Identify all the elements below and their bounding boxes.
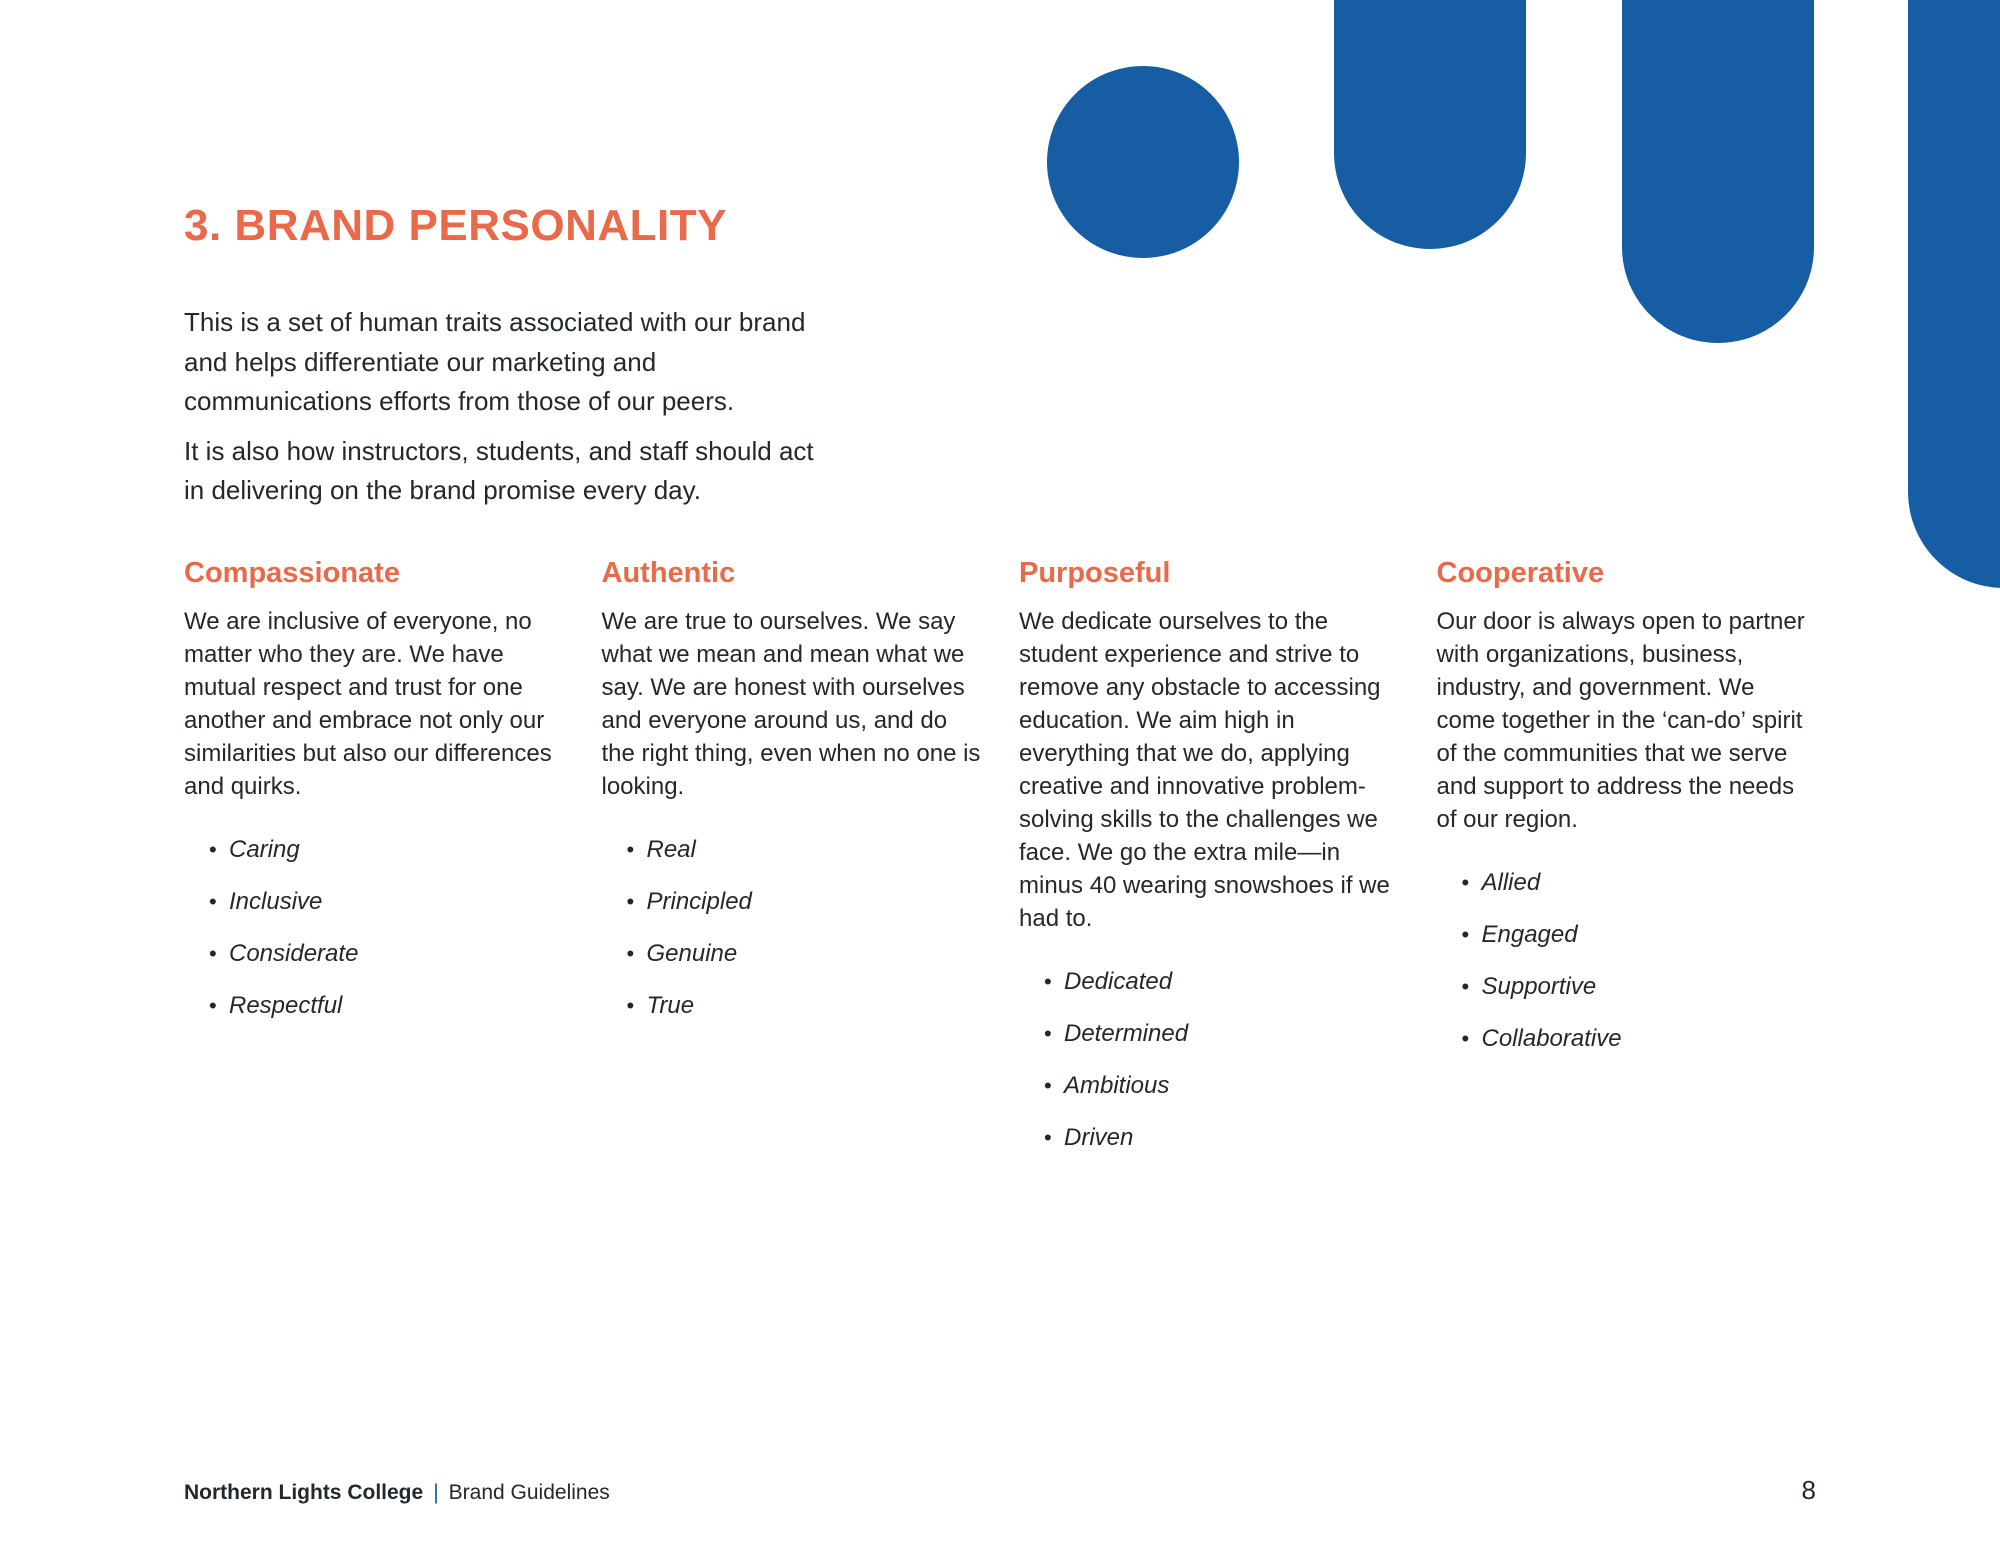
trait-label: Real — [646, 835, 696, 863]
trait-item — [1462, 1022, 1817, 1055]
bullet-dot: • — [626, 940, 635, 966]
page-number: 8 — [1801, 1475, 1816, 1505]
column-body: Our door is always open to partner with organizations, business, industry, and government. We come together in the ‘can-do’ spirit of the communities that we serve and support to address the needs of our region. — [1436, 607, 1805, 833]
bullet-dot: • — [1461, 921, 1470, 947]
trait-label: Considerate — [229, 939, 359, 967]
bullet-dot: • — [626, 992, 635, 1018]
trait-label: Collaborative — [1481, 1024, 1622, 1052]
trait-column-authentic — [602, 555, 982, 1173]
column-body: We are inclusive of everyone, no matter who they are. We have mutual respect and trust for one another and embrace not only our similarities but also our differences and quirks. — [184, 607, 552, 800]
trait-item — [209, 937, 564, 970]
trait-item — [1044, 1017, 1399, 1050]
trait-label: Principled — [646, 887, 752, 915]
trait-label: Respectful — [229, 991, 343, 1019]
bullet-dot: • — [209, 836, 217, 862]
trait-column-purposeful — [1019, 555, 1399, 1173]
bullet-dot: • — [1461, 973, 1470, 999]
footer — [184, 1475, 1816, 1506]
trait-list — [1437, 866, 1817, 1055]
trait-label: Determined — [1064, 1019, 1189, 1047]
bullet-dot: • — [209, 992, 217, 1018]
trait-item — [627, 989, 982, 1022]
personality-columns — [184, 555, 1816, 1173]
trait-label: Driven — [1064, 1123, 1134, 1151]
trait-item — [1044, 965, 1399, 998]
trait-item — [627, 937, 982, 970]
footer-doc-title: Brand Guidelines — [448, 1481, 610, 1504]
trait-label: Allied — [1481, 868, 1541, 896]
trait-label: Dedicated — [1064, 967, 1173, 995]
bullet-dot: • — [1044, 968, 1052, 994]
trait-item — [209, 885, 564, 918]
column-body: We are true to ourselves. We say what we mean and mean what we say. We are honest with ourselves and everyone around us, and do the right thing, even when no one is looking. — [601, 607, 981, 800]
bullet-dot: • — [1044, 1020, 1052, 1046]
column-title: Compassionate — [184, 556, 400, 589]
column-title: Authentic — [601, 556, 736, 589]
trait-label: Supportive — [1481, 972, 1597, 1000]
trait-item — [1044, 1121, 1399, 1154]
bullet-dot: • — [626, 836, 635, 862]
bullet-dot: • — [1461, 869, 1470, 895]
column-title: Cooperative — [1436, 556, 1605, 589]
trait-column-compassionate — [184, 555, 564, 1173]
footer-separator: | — [433, 1481, 439, 1504]
bullet-dot: • — [626, 888, 635, 914]
trait-item — [209, 989, 564, 1022]
bullet-dot: • — [1044, 1124, 1052, 1150]
bullet-dot: • — [209, 940, 217, 966]
footer-org-name: Northern Lights College — [184, 1481, 424, 1504]
bullet-dot: • — [209, 888, 217, 914]
trait-item — [1044, 1069, 1399, 1102]
column-body: We dedicate ourselves to the student experience and strive to remove any obstacle to accessing education. We aim high in everything that we do, applying creative and innovative problem-solving skills to the challenges we face. We go the extra mile—in minus 40 wearing snowshoes if we had to. — [1019, 607, 1390, 932]
trait-label: True — [646, 991, 695, 1019]
trait-label: Genuine — [646, 939, 738, 967]
intro-paragraph-2: It is also how instructors, students, and staff should act in delivering on the brand promise every day. — [184, 435, 814, 505]
bullet-dot: • — [1461, 1025, 1470, 1051]
trait-list — [602, 833, 982, 1022]
trait-list — [184, 833, 564, 1022]
blue-pill-shape-long — [1908, 0, 2000, 588]
trait-item — [1462, 918, 1817, 951]
trait-item — [1462, 970, 1817, 1003]
bullet-dot: • — [1044, 1072, 1052, 1098]
column-title: Purposeful — [1019, 556, 1171, 589]
section-heading: 3. BRAND PERSONALITY — [184, 201, 727, 250]
intro-text — [184, 303, 824, 511]
page-content — [184, 0, 1816, 1173]
trait-item — [209, 833, 564, 866]
trait-column-cooperative — [1437, 555, 1817, 1173]
trait-label: Inclusive — [229, 887, 323, 915]
trait-item — [1462, 866, 1817, 899]
trait-list — [1019, 965, 1399, 1154]
trait-item — [627, 833, 982, 866]
trait-label: Ambitious — [1064, 1071, 1170, 1099]
intro-paragraph-1: This is a set of human traits associated with our brand and helps differentiate our marketing and communications efforts from those of our peers. — [184, 307, 806, 416]
trait-item — [627, 885, 982, 918]
trait-label: Engaged — [1481, 920, 1578, 948]
trait-label: Caring — [229, 835, 300, 863]
